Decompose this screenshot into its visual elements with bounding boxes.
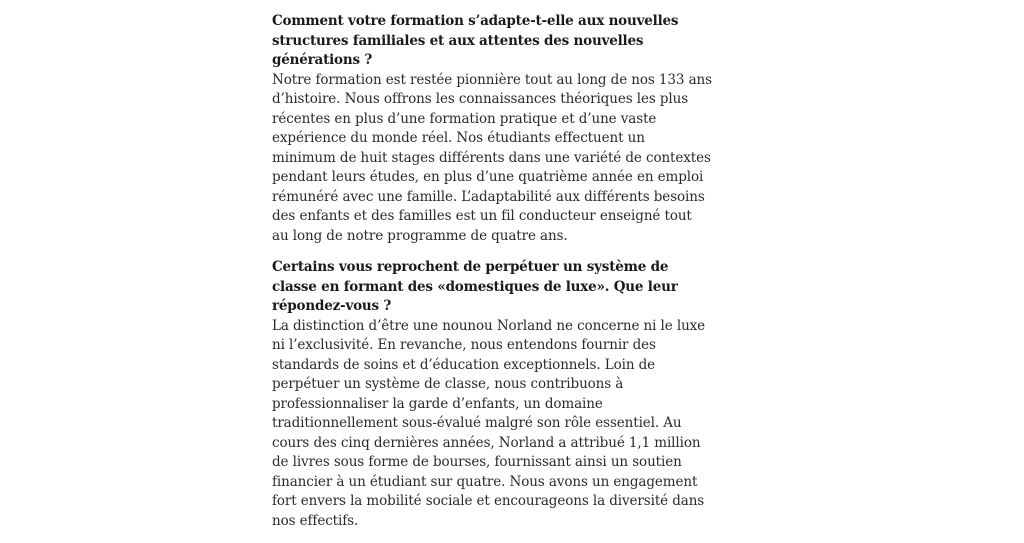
qa-section: [272, 12, 712, 246]
answer-paragraph: Notre formation est restée pionnière tout au long de nos 133 ans d’histoire. Nous offrons les connaissances théoriques les plus récentes en plus d’une formation pratique et d’une vaste expérience du monde réel. Nos étudiants effectuent un minimum de huit stages différents dans une variété de contextes pendant leurs études, en plus d’une quatrième année en emploi rémunéré avec une famille. L’adaptabilité aux différents besoins des enfants et des familles est un fil conducteur enseigné tout au long de notre programme de quatre ans.: [272, 71, 712, 244]
answer-paragraph: La distinction d’être une nounou Norland ne concerne ni le luxe ni l’exclusivité. En revanche, nous entendons fournir des standards de soins et d’éducation exceptionnels. Loin de perpétuer un système de classe, nous contribuons à professionnaliser la garde d’enfants, un domaine traditionnellement sous-évalué malgré son rôle essentiel. Au cours des cinq dernières années, Norland a attribué 1,1 million de livres sous forme de bourses, fournissant ainsi un soutien financier à un étudiant sur quatre. Nous avons un engagement fort envers la mobilité sociale et encourageons la diversité dans nos effectifs.: [272, 317, 706, 529]
question-heading: Certains vous reprochent de perpétuer un système de classe en formant des «domestiques de luxe». Que leur répondez-vous ?: [272, 259, 678, 314]
question-heading: Comment votre formation s’adapte-t-elle aux nouvelles structures familiales et aux attentes des nouvelles générations ?: [272, 13, 679, 68]
qa-section: [272, 258, 712, 531]
article-body: [272, 12, 712, 543]
